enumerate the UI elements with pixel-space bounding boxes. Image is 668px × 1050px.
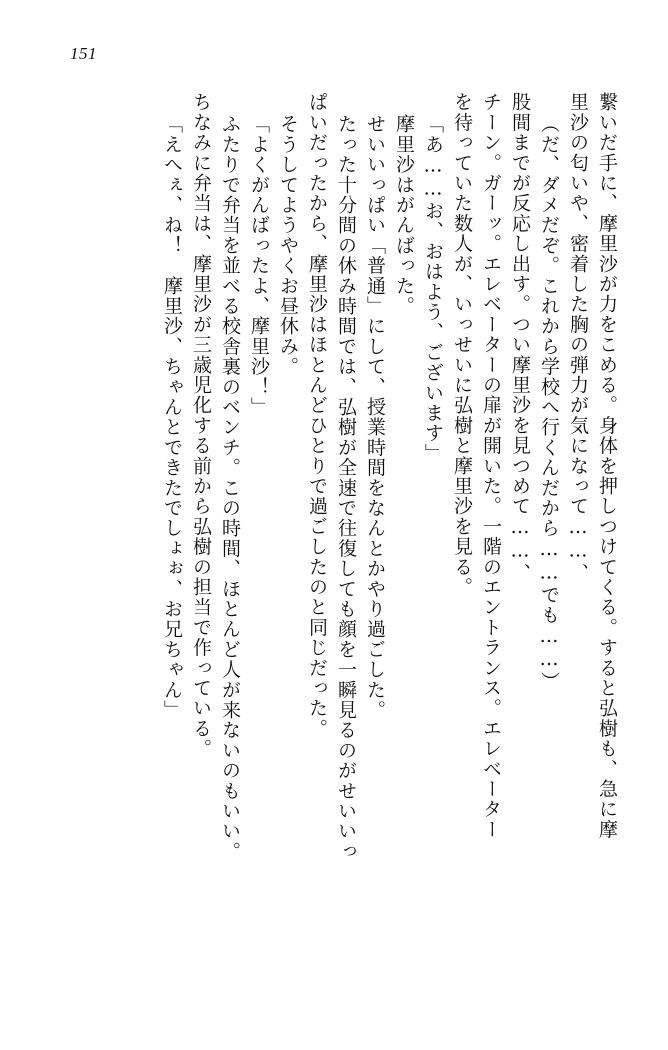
- text-column: チーン。ガーッ。エレベーターの扉が開いた。一階のエントランス。エレベーター: [480, 92, 502, 840]
- text-column: 繋いだ手に、摩里沙が力をこめる。身体を押しつけてくる。すると弘樹も、急に摩: [596, 92, 618, 840]
- page-number: 151: [70, 44, 97, 63]
- vertical-text-body: [56, 92, 616, 992]
- text-column: たった十分間の休み時間では、弘樹が全速で往復しても顔を一瞬見るのがせいいっ: [335, 114, 357, 862]
- text-column: 「よくがんばったよ、摩里沙！」: [248, 114, 270, 417]
- text-column: を待っていた数人が、いっせいに弘樹と摩里沙を見る。: [451, 92, 473, 597]
- text-column: そうしてようやくお昼休み。: [277, 114, 299, 377]
- text-column: 里沙の匂いや、密着した胸の弾力が気になって……、: [567, 92, 589, 583]
- text-column: ふたりで弁当を並べる校舎裏のベンチ。この時間、ほとんど人が来ないのもいい。: [219, 114, 241, 862]
- text-column: 股間までが反応し出す。つい摩里沙を見つめて……、: [509, 92, 531, 583]
- text-column: 「えへぇ、ね！ 摩里沙、ちゃんとできたでしょぉ、お兄ちゃん」: [161, 114, 183, 720]
- text-column: せいいっぱい「普通」にして、授業時間をなんとかやり過ごした。: [364, 114, 386, 720]
- text-column: （だ、ダメだぞ。これから学校へ行くんだから……でも……）: [538, 114, 560, 692]
- text-column: 摩里沙はがんばった。: [393, 114, 415, 316]
- text-column: ちなみに弁当は、摩里沙が三歳児化する前から弘樹の担当で作っている。: [190, 92, 212, 759]
- text-column: ぱいだったから、摩里沙はほとんどひとりで過ごしたのと同じだった。: [306, 92, 328, 739]
- text-column: 「あ……お、おはよう、ございます」: [422, 114, 444, 464]
